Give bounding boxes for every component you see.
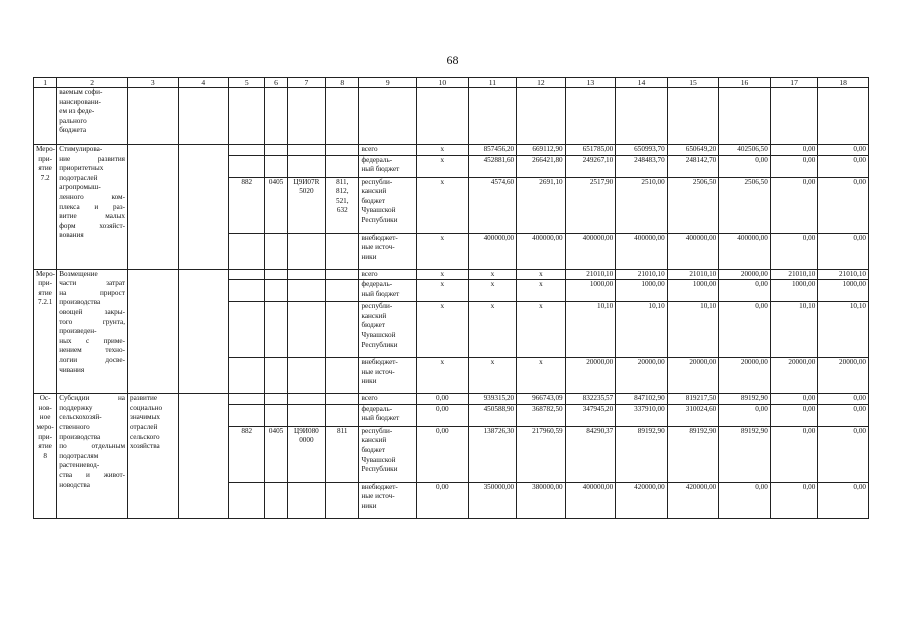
- cell: [287, 394, 325, 405]
- funding-source: республи- канский бюджет Чувашской Республики: [359, 302, 417, 358]
- amount-cell: 0,00: [719, 280, 771, 302]
- amount-cell: 20000,00: [667, 358, 719, 394]
- amount-cell: 0,00: [417, 404, 469, 426]
- cell: [265, 358, 287, 394]
- amount-cell: 10,10: [616, 302, 668, 358]
- target-article-code: Ц9И080 0000: [287, 426, 325, 482]
- budget-table: [33, 77, 869, 519]
- cell: [517, 88, 566, 145]
- amount-cell: x: [517, 358, 566, 394]
- amount-cell: x: [417, 177, 469, 233]
- amount-cell: 0,00: [770, 233, 818, 269]
- goal-cell: [128, 145, 179, 270]
- amount-cell: 20000,00: [719, 269, 771, 280]
- amount-cell: 0,00: [818, 482, 869, 518]
- amount-cell: 0,00: [770, 404, 818, 426]
- amount-cell: x: [417, 145, 469, 156]
- goal-cell: развитие социально значимых отраслей сельского хозяйства: [128, 394, 179, 519]
- amount-cell: 2691,10: [517, 177, 566, 233]
- cell: [326, 233, 359, 269]
- amount-cell: 0,00: [770, 426, 818, 482]
- amount-cell: 857456,20: [468, 145, 517, 156]
- amount-cell: 1000,00: [616, 280, 668, 302]
- header-cell: 3: [128, 78, 179, 88]
- amount-cell: 450588,90: [468, 404, 517, 426]
- amount-cell: 0,00: [818, 233, 869, 269]
- funding-source: республи- канский бюджет Чувашской Республики: [359, 177, 417, 233]
- amount-cell: 0,00: [770, 145, 818, 156]
- header-row: [34, 78, 869, 88]
- cell: [770, 88, 818, 145]
- target-article-code: Ц9И07R 5020: [287, 177, 325, 233]
- cell: [287, 358, 325, 394]
- funding-source: всего: [359, 394, 417, 405]
- measure-7-2-1: [34, 269, 869, 394]
- header-cell: 11: [468, 78, 517, 88]
- cell: [326, 145, 359, 156]
- header-cell: 8: [326, 78, 359, 88]
- amount-cell: 20000,00: [770, 358, 818, 394]
- amount-cell: x: [468, 269, 517, 280]
- funding-source: всего: [359, 269, 417, 280]
- amount-cell: 89192,90: [667, 426, 719, 482]
- cell: [287, 88, 325, 145]
- amount-cell: x: [468, 358, 517, 394]
- amount-cell: 20000,00: [818, 358, 869, 394]
- amount-cell: x: [417, 233, 469, 269]
- cell: [178, 88, 229, 145]
- cell: [265, 88, 287, 145]
- cell: [326, 302, 359, 358]
- amount-cell: 89192,90: [719, 426, 771, 482]
- cell: [229, 269, 265, 280]
- funding-source: федераль- ный бюджет: [359, 155, 417, 177]
- amount-cell: 0,00: [818, 145, 869, 156]
- funding-source: всего: [359, 145, 417, 156]
- cell: [287, 280, 325, 302]
- cell: [326, 358, 359, 394]
- header-cell: 18: [818, 78, 869, 88]
- cell: [265, 269, 287, 280]
- cell: [229, 358, 265, 394]
- amount-cell: 1000,00: [667, 280, 719, 302]
- amount-cell: 21010,10: [565, 269, 616, 280]
- cell: [265, 302, 287, 358]
- amount-cell: 2510,00: [616, 177, 668, 233]
- amount-cell: 248142,70: [667, 155, 719, 177]
- amount-cell: 847102,90: [616, 394, 668, 405]
- header-cell: 17: [770, 78, 818, 88]
- amount-cell: 21010,10: [616, 269, 668, 280]
- amount-cell: 650993,70: [616, 145, 668, 156]
- amount-cell: 2506,50: [667, 177, 719, 233]
- header-cell: 13: [565, 78, 616, 88]
- amount-cell: x: [517, 269, 566, 280]
- cell: [229, 155, 265, 177]
- cell: [326, 155, 359, 177]
- cell: [229, 404, 265, 426]
- header-cell: 1: [34, 78, 57, 88]
- cell: [326, 280, 359, 302]
- section-code: 0405: [265, 177, 287, 233]
- cell: [265, 394, 287, 405]
- amount-cell: 400000,00: [468, 233, 517, 269]
- cell: [326, 269, 359, 280]
- amount-cell: 21010,10: [770, 269, 818, 280]
- goal-cell: [128, 269, 179, 394]
- cell: [287, 269, 325, 280]
- header-cell: 6: [265, 78, 287, 88]
- header-cell: 7: [287, 78, 325, 88]
- amount-cell: x: [417, 302, 469, 358]
- cell: [667, 88, 719, 145]
- source-row: [34, 394, 869, 405]
- amount-cell: 337910,00: [616, 404, 668, 426]
- cell: [565, 88, 616, 145]
- amount-cell: 84290,37: [565, 426, 616, 482]
- cell: [178, 145, 229, 270]
- amount-cell: x: [517, 302, 566, 358]
- funding-source: внебюджет- ные источ- ники: [359, 482, 417, 518]
- cell: [468, 88, 517, 145]
- cell: [818, 88, 869, 145]
- cell: [265, 155, 287, 177]
- amount-cell: 0,00: [818, 394, 869, 405]
- amount-cell: x: [417, 280, 469, 302]
- amount-cell: 0,00: [719, 404, 771, 426]
- amount-cell: 400000,00: [565, 482, 616, 518]
- cell: [229, 302, 265, 358]
- amount-cell: 89192,90: [719, 394, 771, 405]
- cell: [417, 88, 469, 145]
- grbs-code: 882: [229, 426, 265, 482]
- grbs-code: 882: [229, 177, 265, 233]
- cell: [128, 88, 179, 145]
- funding-source: республи- канский бюджет Чувашской Республики: [359, 426, 417, 482]
- amount-cell: 2506,50: [719, 177, 771, 233]
- amount-cell: 20000,00: [565, 358, 616, 394]
- cell: [229, 394, 265, 405]
- cell: [287, 302, 325, 358]
- cell: [229, 233, 265, 269]
- amount-cell: 966743,09: [517, 394, 566, 405]
- amount-cell: 310024,60: [667, 404, 719, 426]
- amount-cell: 4574,60: [468, 177, 517, 233]
- amount-cell: 380000,00: [517, 482, 566, 518]
- cell: [265, 233, 287, 269]
- cell: [326, 394, 359, 405]
- amount-cell: 21010,10: [667, 269, 719, 280]
- amount-cell: 402506,50: [719, 145, 771, 156]
- header-cell: 12: [517, 78, 566, 88]
- amount-cell: 89192,90: [616, 426, 668, 482]
- cell: [719, 88, 771, 145]
- funding-source: внебюджет- ные источ- ники: [359, 233, 417, 269]
- cell: [287, 404, 325, 426]
- cell: [265, 482, 287, 518]
- header-cell: 5: [229, 78, 265, 88]
- amount-cell: 420000,00: [667, 482, 719, 518]
- cell: [265, 404, 287, 426]
- cell: [265, 145, 287, 156]
- amount-cell: 266421,80: [517, 155, 566, 177]
- amount-cell: 0,00: [719, 302, 771, 358]
- header-cell: 15: [667, 78, 719, 88]
- amount-cell: 0,00: [818, 155, 869, 177]
- continuation-row: [34, 88, 869, 145]
- amount-cell: 0,00: [770, 177, 818, 233]
- amount-cell: 20000,00: [616, 358, 668, 394]
- amount-cell: 819217,50: [667, 394, 719, 405]
- amount-cell: 0,00: [417, 394, 469, 405]
- amount-cell: x: [468, 302, 517, 358]
- source-row: [34, 145, 869, 156]
- cell: [229, 88, 265, 145]
- amount-cell: 350000,00: [468, 482, 517, 518]
- amount-cell: 138726,30: [468, 426, 517, 482]
- cell: [287, 233, 325, 269]
- amount-cell: 1000,00: [565, 280, 616, 302]
- amount-cell: 2517,90: [565, 177, 616, 233]
- amount-cell: 21010,10: [818, 269, 869, 280]
- measure-number: Ос- нов- ное меро- при- ятие 8: [34, 394, 57, 519]
- measure-7-2: [34, 145, 869, 270]
- cell: [326, 482, 359, 518]
- funding-source: федераль- ный бюджет: [359, 404, 417, 426]
- amount-cell: 10,10: [818, 302, 869, 358]
- amount-cell: 10,10: [667, 302, 719, 358]
- measure-title: Стимулирова- ние развития приоритетных подотраслей агропромыш- ленного ком- плекса и раз- витие малых форм хозяйст- вования: [57, 145, 128, 270]
- measure-title: Возмещение части затрат на прирост производства овощей закры- того грунта, произведен- ных с приме- нением техно- логии досве- чивания: [57, 269, 128, 394]
- amount-cell: x: [468, 280, 517, 302]
- amount-cell: 0,00: [770, 482, 818, 518]
- amount-cell: 249267,10: [565, 155, 616, 177]
- section-code: 0405: [265, 426, 287, 482]
- amount-cell: 248483,70: [616, 155, 668, 177]
- amount-cell: 939315,20: [468, 394, 517, 405]
- amount-cell: 420000,00: [616, 482, 668, 518]
- amount-cell: 0,00: [719, 482, 771, 518]
- measure-number: Меро- при- ятие 7.2.1: [34, 269, 57, 394]
- amount-cell: 0,00: [818, 426, 869, 482]
- header-cell: 10: [417, 78, 469, 88]
- amount-cell: 1000,00: [770, 280, 818, 302]
- cell: [229, 145, 265, 156]
- cell: [287, 482, 325, 518]
- funding-source: федераль- ный бюджет: [359, 280, 417, 302]
- amount-cell: 347945,20: [565, 404, 616, 426]
- amount-cell: 832235,57: [565, 394, 616, 405]
- measure-number: Меро- при- ятие 7.2: [34, 145, 57, 270]
- amount-cell: 10,10: [770, 302, 818, 358]
- page-number: 68: [446, 53, 459, 67]
- amount-cell: 452881,60: [468, 155, 517, 177]
- cell: [229, 482, 265, 518]
- cell: [178, 269, 229, 394]
- cell: [265, 280, 287, 302]
- amount-cell: x: [417, 269, 469, 280]
- amount-cell: 400000,00: [517, 233, 566, 269]
- cell: [229, 280, 265, 302]
- amount-cell: 0,00: [719, 155, 771, 177]
- amount-cell: 10,10: [565, 302, 616, 358]
- cell: [287, 145, 325, 156]
- amount-cell: 0,00: [417, 426, 469, 482]
- amount-cell: 20000,00: [719, 358, 771, 394]
- amount-cell: 368782,50: [517, 404, 566, 426]
- header-cell: 2: [57, 78, 128, 88]
- cell: [326, 88, 359, 145]
- amount-cell: 217960,59: [517, 426, 566, 482]
- amount-cell: x: [417, 358, 469, 394]
- main-measure-8: [34, 394, 869, 519]
- amount-cell: x: [517, 280, 566, 302]
- amount-cell: 0,00: [818, 404, 869, 426]
- cell: [326, 404, 359, 426]
- header-cell: 4: [178, 78, 229, 88]
- expense-type-code: 811, 812, 521, 632: [326, 177, 359, 233]
- header-cell: 16: [719, 78, 771, 88]
- continuation-text: ваемым софи- нансировани- ем из феде- рального бюджета: [57, 88, 128, 145]
- amount-cell: 0,00: [417, 482, 469, 518]
- funding-source: внебюджет- ные источ- ники: [359, 358, 417, 394]
- amount-cell: 400000,00: [719, 233, 771, 269]
- amount-cell: 0,00: [818, 177, 869, 233]
- amount-cell: 651785,00: [565, 145, 616, 156]
- measure-title: Субсидии на поддержку сельскохозяй- ственного производства по отдельным подотраслям растениевод- ства и живот- новодства: [57, 394, 128, 519]
- amount-cell: 1000,00: [818, 280, 869, 302]
- expense-type-code: 811: [326, 426, 359, 482]
- cell: [287, 155, 325, 177]
- header-cell: 14: [616, 78, 668, 88]
- amount-cell: 0,00: [770, 155, 818, 177]
- amount-cell: 400000,00: [667, 233, 719, 269]
- cell: [178, 394, 229, 519]
- header-cell: 9: [359, 78, 417, 88]
- cell: [616, 88, 668, 145]
- amount-cell: 669112,90: [517, 145, 566, 156]
- amount-cell: 0,00: [770, 394, 818, 405]
- amount-cell: 650649,20: [667, 145, 719, 156]
- cell: [34, 88, 57, 145]
- amount-cell: x: [417, 155, 469, 177]
- source-row: [34, 269, 869, 280]
- amount-cell: 400000,00: [616, 233, 668, 269]
- amount-cell: 400000,00: [565, 233, 616, 269]
- cell: [359, 88, 417, 145]
